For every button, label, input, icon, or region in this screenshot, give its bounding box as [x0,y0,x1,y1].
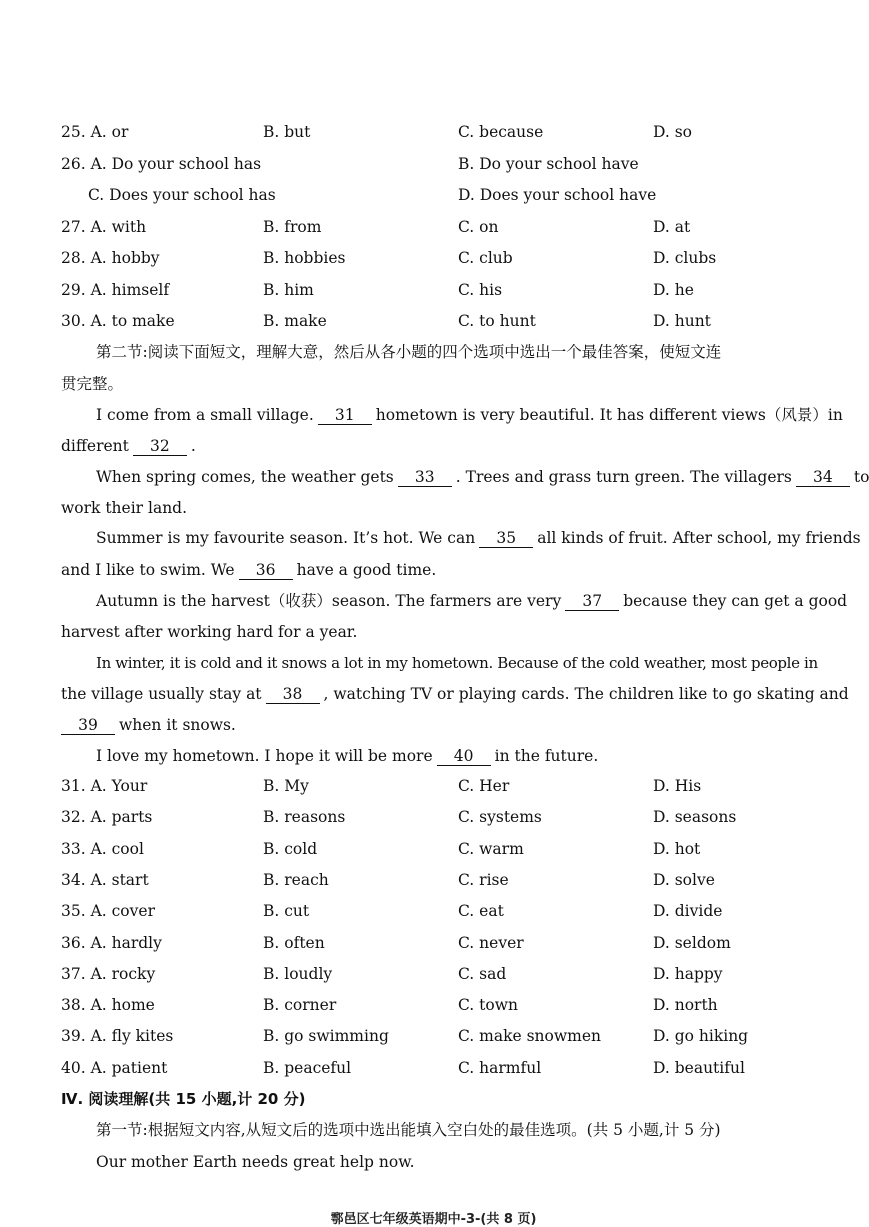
option-a: 40. A. patient [61,1059,168,1077]
passage-text: and I like to swim. We [61,561,235,579]
blank-40: 40 [437,747,491,766]
option-d: D. beautiful [653,1059,745,1077]
passage-text: have a good time. [296,561,437,579]
option-c: C. never [458,934,524,952]
question-row [0,309,867,333]
blank-38: 38 [266,685,320,704]
option-a: 32. A. parts [61,808,153,826]
question-row [0,962,867,986]
question-row [0,899,867,923]
option-d: D. he [653,281,694,299]
option-b: B. cold [263,840,318,858]
option-a: 25. A. or [61,123,129,141]
section-instruction-cont: 贯完整。 [61,375,124,393]
blank-32: 32 [133,437,187,456]
option-d: D. hot [653,840,701,858]
passage-text: . [190,437,196,455]
passage-intro: Our mother Earth needs great help now. [96,1153,415,1171]
question-row [0,805,867,829]
section-instruction: 第二节:阅读下面短文，理解大意，然后从各小题的四个选项中选出一个最佳答案，使短文连 [96,343,722,361]
option-d: D. Does your school have [458,186,657,204]
option-d: D. seldom [653,934,731,952]
question-row [0,1024,867,1048]
option-a: 26. A. Do your school has [61,155,262,173]
part-heading: Ⅳ. 阅读理解(共 15 小题,计 20 分) [61,1090,306,1108]
question-row [0,931,867,955]
passage-text: in the future. [494,747,599,765]
option-a: 31. A. Your [61,777,148,795]
blank-37: 37 [565,592,619,611]
option-c: C. to hunt [458,312,536,330]
passage-text: Summer is my favourite season. It’s hot. We can [96,529,476,547]
option-c: C. Her [458,777,510,795]
question-row [0,774,867,798]
blank-31: 31 [318,406,372,425]
blank-36: 36 [239,561,293,580]
option-d: D. seasons [653,808,737,826]
option-d: D. solve [653,871,715,889]
passage-line [61,558,436,582]
option-d: D. north [653,996,718,1014]
question-row [0,183,867,207]
option-c: C. rise [458,871,509,889]
option-b: B. but [263,123,311,141]
passage-line [96,526,861,550]
passage-line: In winter, it is cold and it snows a lot in my hometown. Because of the cold weather, most people in [96,654,818,672]
option-a: 33. A. cool [61,840,144,858]
passage-line [61,682,849,706]
passage-text: different [61,437,129,455]
passage-text: I come from a small village. [96,406,314,424]
page-footer: 鄠邑区七年级英语期中-3-(共 8 页) [330,1212,537,1227]
question-row [0,152,867,176]
option-c: C. sad [458,965,507,983]
option-b: B. reasons [263,808,346,826]
passage-line [96,403,843,427]
passage-text: When spring comes, the weather gets [96,468,394,486]
option-b: B. him [263,281,314,299]
option-b: B. loudly [263,965,333,983]
passage-line [96,589,847,613]
option-b: B. My [263,777,309,795]
blank-35: 35 [479,529,533,548]
passage-text: . Trees and grass turn green. The villagers [455,468,792,486]
option-c: C. make snowmen [458,1027,601,1045]
passage-line [96,465,869,489]
option-a: 30. A. to make [61,312,175,330]
option-a: 38. A. home [61,996,155,1014]
option-b: B. from [263,218,322,236]
passage-text: Autumn is the harvest（收获）season. The farmers are very [96,592,562,610]
option-b: B. Do your school have [458,155,639,173]
option-a: 34. A. start [61,871,149,889]
option-c: C. systems [458,808,542,826]
option-b: B. hobbies [263,249,346,267]
passage-text: because they can get a good [623,592,848,610]
question-row [0,837,867,861]
option-c: C. his [458,281,503,299]
passage-text: all kinds of fruit. After school, my friends [537,529,861,547]
passage-text: hometown is very beautiful. It has different views（风景）in [375,406,843,424]
option-b: B. reach [263,871,329,889]
option-b: B. peaceful [263,1059,352,1077]
passage-line [61,713,236,737]
question-row [0,278,867,302]
passage-line [61,434,196,458]
option-c: C. because [458,123,544,141]
option-c: C. warm [458,840,524,858]
question-row [0,1056,867,1080]
option-b: B. often [263,934,325,952]
blank-33: 33 [398,468,452,487]
option-d: D. divide [653,902,723,920]
option-a: 36. A. hardly [61,934,162,952]
passage-text: , watching TV or playing cards. The children like to go skating and [323,685,849,703]
option-d: D. clubs [653,249,717,267]
option-b: B. make [263,312,327,330]
option-c: C. Does your school has [88,186,276,204]
question-row [0,993,867,1017]
option-c: C. harmful [458,1059,542,1077]
question-row [0,120,867,144]
option-c: C. on [458,218,499,236]
option-a: 39. A. fly kites [61,1027,174,1045]
option-c: C. eat [458,902,504,920]
passage-line: harvest after working hard for a year. [61,623,358,641]
passage-text: the village usually stay at [61,685,262,703]
blank-34: 34 [796,468,850,487]
question-row [0,246,867,270]
option-b: B. cut [263,902,310,920]
passage-text: to [853,468,869,486]
question-row [0,868,867,892]
option-d: D. happy [653,965,723,983]
option-a: 27. A. with [61,218,147,236]
passage-line [96,744,598,768]
option-b: B. go swimming [263,1027,389,1045]
passage-text: when it snows. [119,716,236,734]
option-a: 29. A. himself [61,281,170,299]
option-b: B. corner [263,996,337,1014]
option-a: 37. A. rocky [61,965,156,983]
option-c: C. town [458,996,518,1014]
passage-line: work their land. [61,499,188,517]
passage-text: I love my hometown. I hope it will be more [96,747,433,765]
section-instruction: 第一节:根据短文内容,从短文后的选项中选出能填入空白处的最佳选项。(共 5 小题,计 5 分) [96,1121,721,1139]
option-d: D. so [653,123,693,141]
blank-39: 39 [61,716,115,735]
option-a: 35. A. cover [61,902,155,920]
option-d: D. go hiking [653,1027,749,1045]
option-a: 28. A. hobby [61,249,160,267]
option-d: D. His [653,777,702,795]
option-d: D. hunt [653,312,711,330]
option-c: C. club [458,249,513,267]
option-d: D. at [653,218,691,236]
question-row [0,215,867,239]
